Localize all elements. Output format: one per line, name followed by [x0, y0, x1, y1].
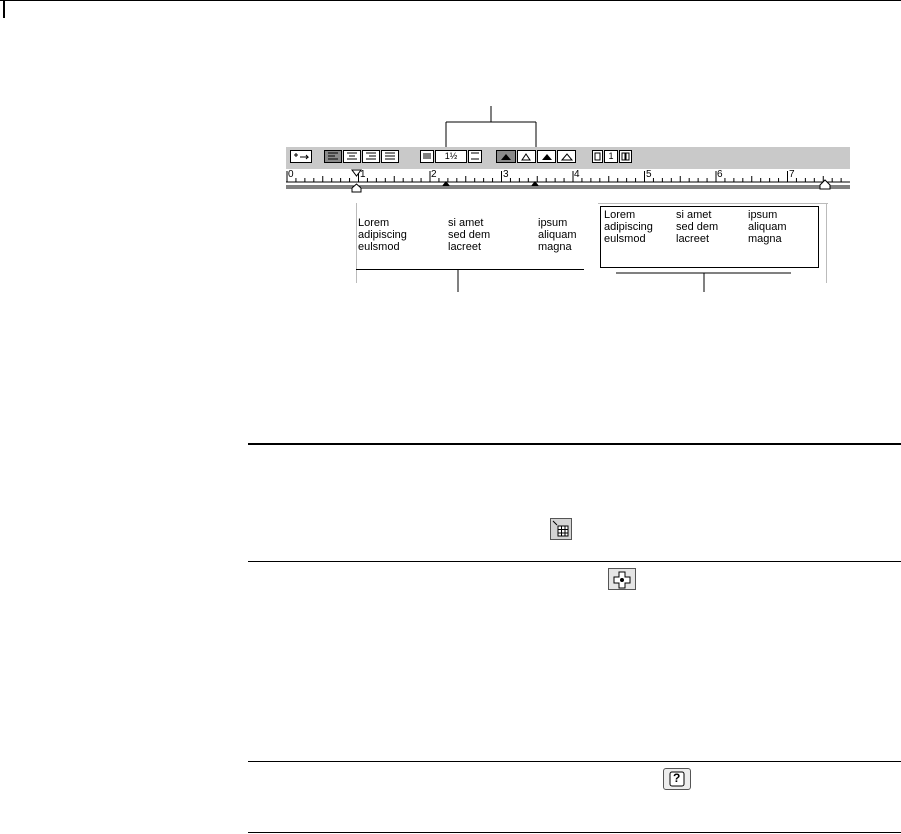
cell: sed dem	[676, 221, 719, 233]
cell: adipiscing	[358, 229, 407, 241]
left-example-row	[358, 241, 598, 253]
table-row-divider	[248, 561, 901, 562]
callout-lines-bottom	[286, 265, 852, 295]
tab-tool-icon	[291, 151, 311, 162]
columns-count-field[interactable]	[604, 150, 618, 163]
single-spacing-button[interactable]	[420, 150, 434, 163]
ruler[interactable]	[286, 169, 850, 193]
ruler-num-3: 3	[503, 169, 509, 180]
table-row-divider	[248, 761, 901, 762]
one-half-spacing-button[interactable]	[435, 150, 467, 163]
cell: si amet	[676, 209, 712, 221]
ruler-num-0: 0	[288, 169, 294, 180]
cell: ipsum	[538, 217, 568, 229]
cell: adipiscing	[604, 221, 653, 233]
ruler-num-1: 1	[360, 169, 366, 180]
ruler-num-7: 7	[789, 169, 795, 180]
cell: si amet	[448, 217, 484, 229]
move-cross-icon	[608, 568, 636, 590]
left-tab-icon	[497, 151, 515, 162]
ruler-num-5: 5	[646, 169, 652, 180]
table-top-rule	[248, 443, 901, 445]
right-example-row	[604, 209, 808, 221]
columns-decrease-button[interactable]	[592, 150, 603, 163]
right-example-text	[604, 209, 808, 245]
left-tab-button[interactable]	[496, 150, 516, 163]
first-indent-marker-icon[interactable]	[351, 169, 363, 193]
center-tab-button[interactable]	[517, 150, 536, 163]
left-example-row	[358, 229, 598, 241]
one-half-spacing-label: 1½	[444, 151, 458, 161]
cell: eulsmod	[604, 233, 646, 245]
right-indent-marker-icon[interactable]	[819, 178, 831, 190]
right-tab-stop-marker-icon[interactable]	[530, 179, 540, 187]
decimal-tab-icon	[558, 151, 575, 162]
ruler-figure	[286, 100, 852, 295]
table-bottom-rule	[248, 832, 901, 833]
ruler-toolbar	[286, 147, 850, 169]
right-tab-icon	[538, 151, 555, 162]
align-center-icon	[344, 151, 360, 162]
cell: Lorem	[604, 209, 636, 221]
align-left-button[interactable]	[324, 150, 342, 163]
double-spacing-icon	[469, 151, 481, 162]
justify-icon	[382, 151, 398, 162]
left-example-text	[358, 217, 598, 253]
ruler-num-4: 4	[574, 169, 580, 180]
right-example-row	[604, 221, 808, 233]
left-tab-stop-marker-icon[interactable]	[441, 179, 451, 187]
decimal-tab-button[interactable]	[557, 150, 576, 163]
cell: Lorem	[358, 217, 390, 229]
columns-count-label: 1	[608, 151, 614, 161]
cell: aliquam	[748, 221, 787, 233]
help-glyph: ?	[673, 771, 681, 785]
align-left-icon	[325, 151, 341, 162]
right-example-row	[604, 233, 808, 245]
right-tab-button[interactable]	[537, 150, 556, 163]
cell: aliquam	[538, 229, 577, 241]
ruler-scale	[286, 169, 852, 193]
cell: lacreet	[676, 233, 710, 245]
center-tab-icon	[518, 151, 535, 162]
left-example-row	[358, 217, 598, 229]
help-question-icon	[663, 768, 691, 790]
two-column-icon	[620, 151, 631, 162]
cell: sed dem	[448, 229, 491, 241]
justify-button[interactable]	[381, 150, 399, 163]
cell: lacreet	[448, 241, 482, 253]
single-spacing-icon	[421, 151, 433, 162]
cell: eulsmod	[358, 241, 400, 253]
header-tick	[3, 0, 5, 18]
align-center-button[interactable]	[343, 150, 361, 163]
cell: magna	[538, 241, 572, 253]
columns-increase-button[interactable]	[619, 150, 632, 163]
single-column-icon	[593, 151, 602, 162]
header-rule	[0, 0, 901, 1]
table-insert-icon	[550, 518, 572, 540]
align-right-icon	[363, 151, 379, 162]
cell: ipsum	[748, 209, 778, 221]
right-example-top-guide	[598, 203, 828, 204]
ruler-num-2: 2	[431, 169, 437, 180]
double-spacing-button[interactable]	[468, 150, 482, 163]
align-right-button[interactable]	[362, 150, 380, 163]
cell: magna	[748, 233, 782, 245]
ruler-num-6: 6	[717, 169, 723, 180]
tab-tool-button[interactable]	[290, 150, 312, 163]
